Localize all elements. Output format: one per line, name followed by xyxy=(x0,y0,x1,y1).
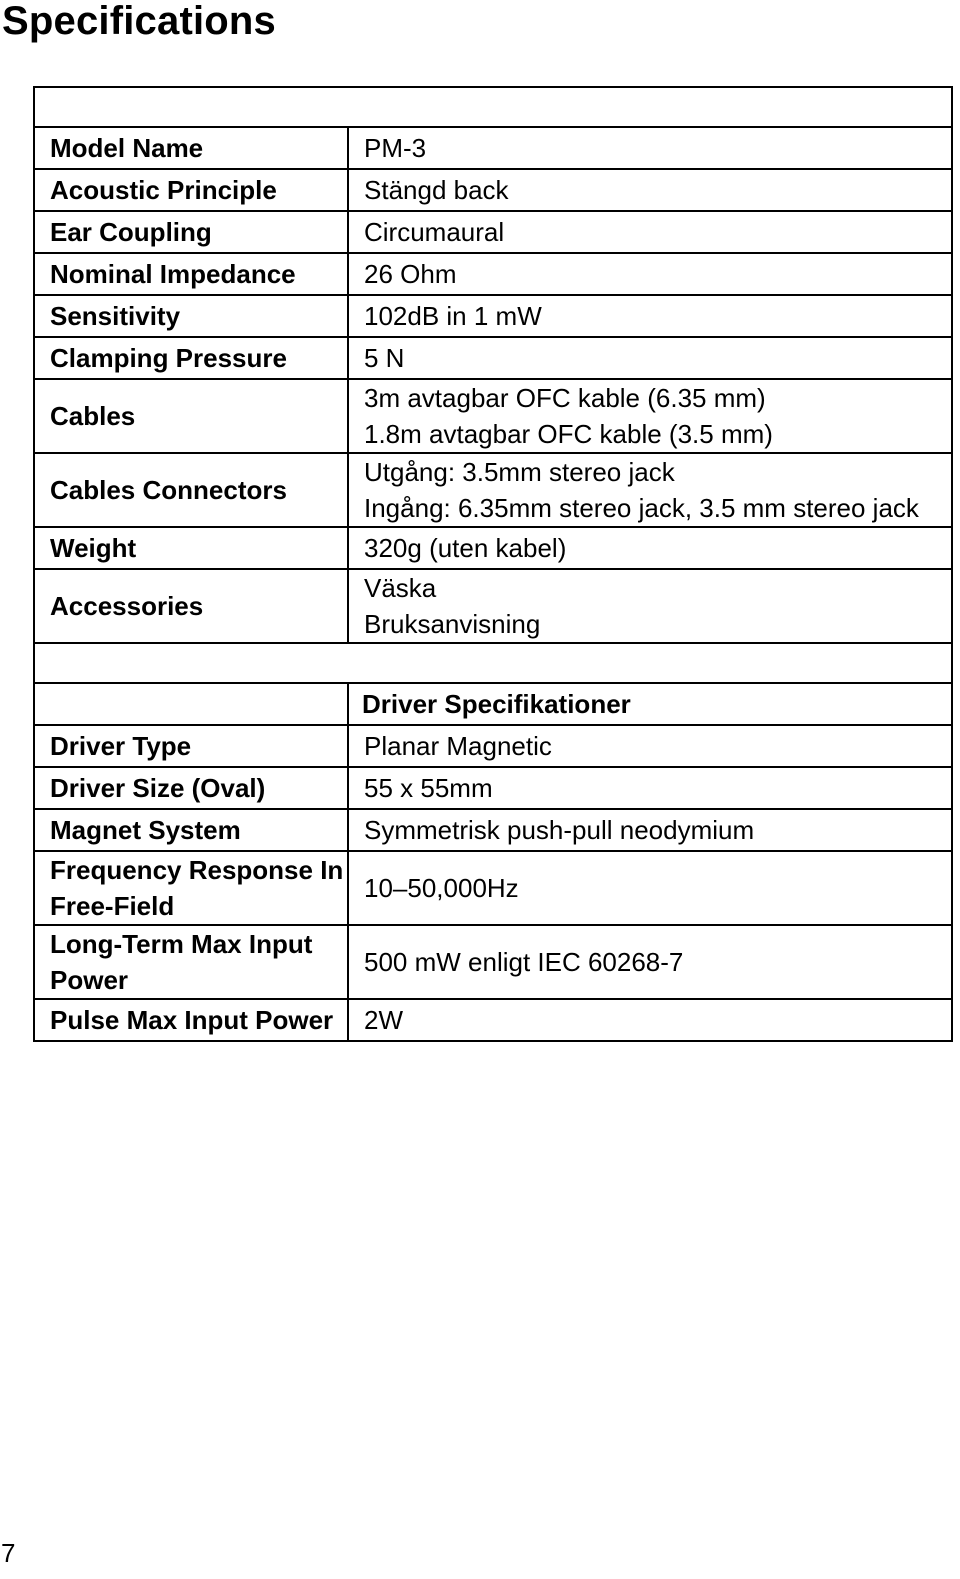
cable-line-2: 1.8m avtagbar OFC kable (3.5 mm) xyxy=(364,419,773,449)
spec-label-clamping-pressure: Clamping Pressure xyxy=(34,337,348,379)
table-row xyxy=(34,569,952,643)
spec-label-ear-coupling: Ear Coupling xyxy=(34,211,348,253)
spec-label-driver-type: Driver Type xyxy=(34,725,348,767)
spec-label-nominal-impedance: Nominal Impedance xyxy=(34,253,348,295)
table-row xyxy=(34,999,952,1041)
table-row xyxy=(34,253,952,295)
spec-label-pulse-max-input: Pulse Max Input Power xyxy=(34,999,348,1041)
spacer-cell xyxy=(34,87,952,127)
table-row xyxy=(34,169,952,211)
spacer-cell xyxy=(34,643,952,683)
table-row xyxy=(34,851,952,925)
spec-value-weight: 320g (uten kabel) xyxy=(348,527,952,569)
spec-value-ear-coupling: Circumaural xyxy=(348,211,952,253)
spec-label-accessories: Accessories xyxy=(34,569,348,643)
spec-label-long-term-max-input: Long-Term Max Input Power xyxy=(34,925,348,999)
page-number: 7 xyxy=(1,1538,16,1568)
spec-label-driver-size: Driver Size (Oval) xyxy=(34,767,348,809)
page-title: Specifications xyxy=(2,0,276,43)
spec-value-driver-size: 55 x 55mm xyxy=(348,767,952,809)
accessory-line-2: Bruksanvisning xyxy=(364,609,541,639)
spec-value-sensitivity: 102dB in 1 mW xyxy=(348,295,952,337)
spec-label-acoustic-principle: Acoustic Principle xyxy=(34,169,348,211)
table-spacer-row xyxy=(34,643,952,683)
spec-label-model-name: Model Name xyxy=(34,127,348,169)
table-row xyxy=(34,809,952,851)
spec-label-weight: Weight xyxy=(34,527,348,569)
table-row xyxy=(34,379,952,453)
spec-value-clamping-pressure: 5 N xyxy=(348,337,952,379)
driver-section-heading: Driver Specifikationer xyxy=(348,683,952,725)
connector-line-2: Ingång: 6.35mm stereo jack, 3.5 mm stereo jack xyxy=(364,493,919,523)
spec-label-frequency-response: Frequency Response In Free-Field xyxy=(34,851,348,925)
cable-line-1: 3m avtagbar OFC kable (6.35 mm) xyxy=(364,383,766,413)
spec-label-cables-connectors: Cables Connectors xyxy=(34,453,348,527)
section-heading-empty-cell xyxy=(34,683,348,725)
table-row xyxy=(34,127,952,169)
spec-value-accessories xyxy=(348,569,952,643)
table-row xyxy=(34,925,952,999)
table-row xyxy=(34,767,952,809)
spec-value-acoustic-principle: Stängd back xyxy=(348,169,952,211)
spec-value-pulse-max-input: 2W xyxy=(348,999,952,1041)
table-row xyxy=(34,527,952,569)
specifications-table xyxy=(33,86,953,1042)
accessory-line-1: Väska xyxy=(364,573,437,603)
table-row xyxy=(34,211,952,253)
table-row xyxy=(34,295,952,337)
table-row xyxy=(34,337,952,379)
table-row xyxy=(34,725,952,767)
spec-label-cables: Cables xyxy=(34,379,348,453)
table-spacer-row xyxy=(34,87,952,127)
spec-value-nominal-impedance: 26 Ohm xyxy=(348,253,952,295)
spec-value-magnet-system: Symmetrisk push-pull neodymium xyxy=(348,809,952,851)
spec-value-model-name: PM-3 xyxy=(348,127,952,169)
spec-value-cables-connectors xyxy=(348,453,952,527)
table-row xyxy=(34,453,952,527)
spec-value-driver-type: Planar Magnetic xyxy=(348,725,952,767)
spec-label-sensitivity: Sensitivity xyxy=(34,295,348,337)
spec-value-long-term-max-input: 500 mW enligt IEC 60268-7 xyxy=(348,925,952,999)
spec-value-frequency-response: 10–50,000Hz xyxy=(348,851,952,925)
section-heading-row xyxy=(34,683,952,725)
spec-label-magnet-system: Magnet System xyxy=(34,809,348,851)
spec-value-cables xyxy=(348,379,952,453)
connector-line-1: Utgång: 3.5mm stereo jack xyxy=(364,457,675,487)
